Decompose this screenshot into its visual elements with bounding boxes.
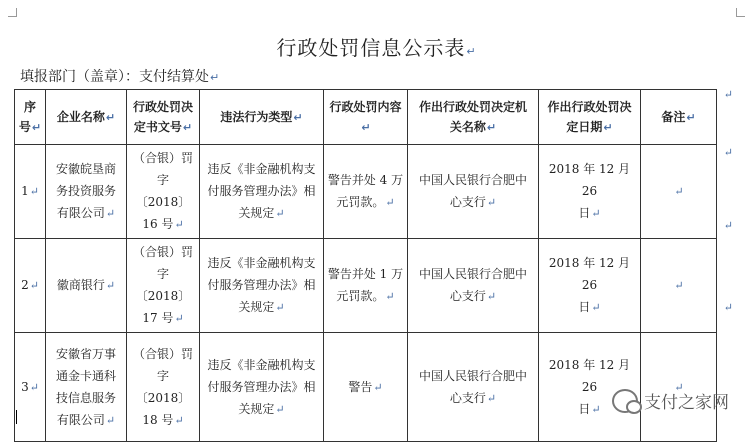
row-end-mark: ↵ — [723, 146, 733, 159]
cell-date: 2018 年 12 月 26 日 ↵ — [539, 239, 641, 333]
cell-company: 徽商银行 ↵ — [46, 239, 127, 333]
table-row — [15, 145, 717, 239]
cell-violation: 违反《非金融机构支 付服务管理办法》相 关规定 ↵ — [200, 145, 324, 239]
cell-no: 2 ↵ — [15, 239, 46, 333]
cell-authority: 中国人民银行合肥中 心支行 ↵ — [408, 333, 539, 442]
cell-authority: 中国人民银行合肥中 心支行 ↵ — [408, 145, 539, 239]
row-end-mark: ↵ — [723, 219, 733, 232]
cell-company: 安徽省万事 通金卡通科 技信息服务 有限公司 ↵ — [46, 333, 127, 442]
header-penalty: 行政处罚内容 ↵ — [324, 90, 408, 145]
page-corner-mark — [736, 8, 745, 17]
cell-penalty: 警告并处 1 万 元罚款。 ↵ — [324, 239, 408, 333]
cell-violation: 违反《非金融机构支 付服务管理办法》相 关规定 ↵ — [200, 333, 324, 442]
page-corner-mark — [8, 8, 17, 17]
cell-company: 安徽皖垦商 务投资服务 有限公司 ↵ — [46, 145, 127, 239]
cell-remark — [641, 239, 717, 333]
cell-no: 1 ↵ — [15, 145, 46, 239]
cell-doc-no: （合银）罚 字〔2018〕 18 号 ↵ — [127, 333, 200, 442]
cell-date: 2018 年 12 月 26 日 ↵ — [539, 145, 641, 239]
document-title: 行政处罚信息公示表 ↵ — [0, 32, 753, 61]
header-doc-no: 行政处罚决 定书文号 ↵ — [127, 90, 200, 145]
header-remark: 备注 ↵ — [641, 90, 717, 145]
header-authority: 作出行政处罚决定机 关名称 ↵ — [408, 90, 539, 145]
reporting-department: 填报部门（盖章）：支付结算处 ↵ — [20, 66, 219, 86]
cell-doc-no: （合银）罚 字〔2018〕 17 号 ↵ — [127, 239, 200, 333]
header-no: 序 号 ↵ — [15, 90, 46, 145]
table-header-row — [15, 90, 717, 145]
row-end-mark: ↵ — [723, 301, 733, 314]
table-row — [15, 239, 717, 333]
cell-violation: 违反《非金融机构支 付服务管理办法》相 关规定 ↵ — [200, 239, 324, 333]
header-date: 作出行政处罚决 定日期 ↵ — [539, 90, 641, 145]
row-end-mark: ↵ — [723, 88, 733, 101]
cell-doc-no: （合银）罚 字〔2018〕 16 号 ↵ — [127, 145, 200, 239]
header-company: 企业名称 ↵ — [46, 90, 127, 145]
cell-no: 3 ↵ — [15, 333, 46, 442]
watermark — [612, 388, 729, 413]
cell-remark — [641, 333, 717, 442]
cell-date: 2018 年 12 月 26 日 ↵ — [539, 333, 641, 442]
table-row — [15, 333, 717, 442]
text-cursor — [16, 410, 17, 424]
wechat-icon — [612, 389, 638, 413]
watermark-text: 支付之家网 — [644, 393, 729, 413]
header-violation: 违法行为类型 ↵ — [200, 90, 324, 145]
cell-remark — [641, 145, 717, 239]
cell-penalty: 警告并处 4 万 元罚款。 ↵ — [324, 145, 408, 239]
cell-authority: 中国人民银行合肥中 心支行 ↵ — [408, 239, 539, 333]
cell-penalty: 警告 ↵ — [324, 333, 408, 442]
